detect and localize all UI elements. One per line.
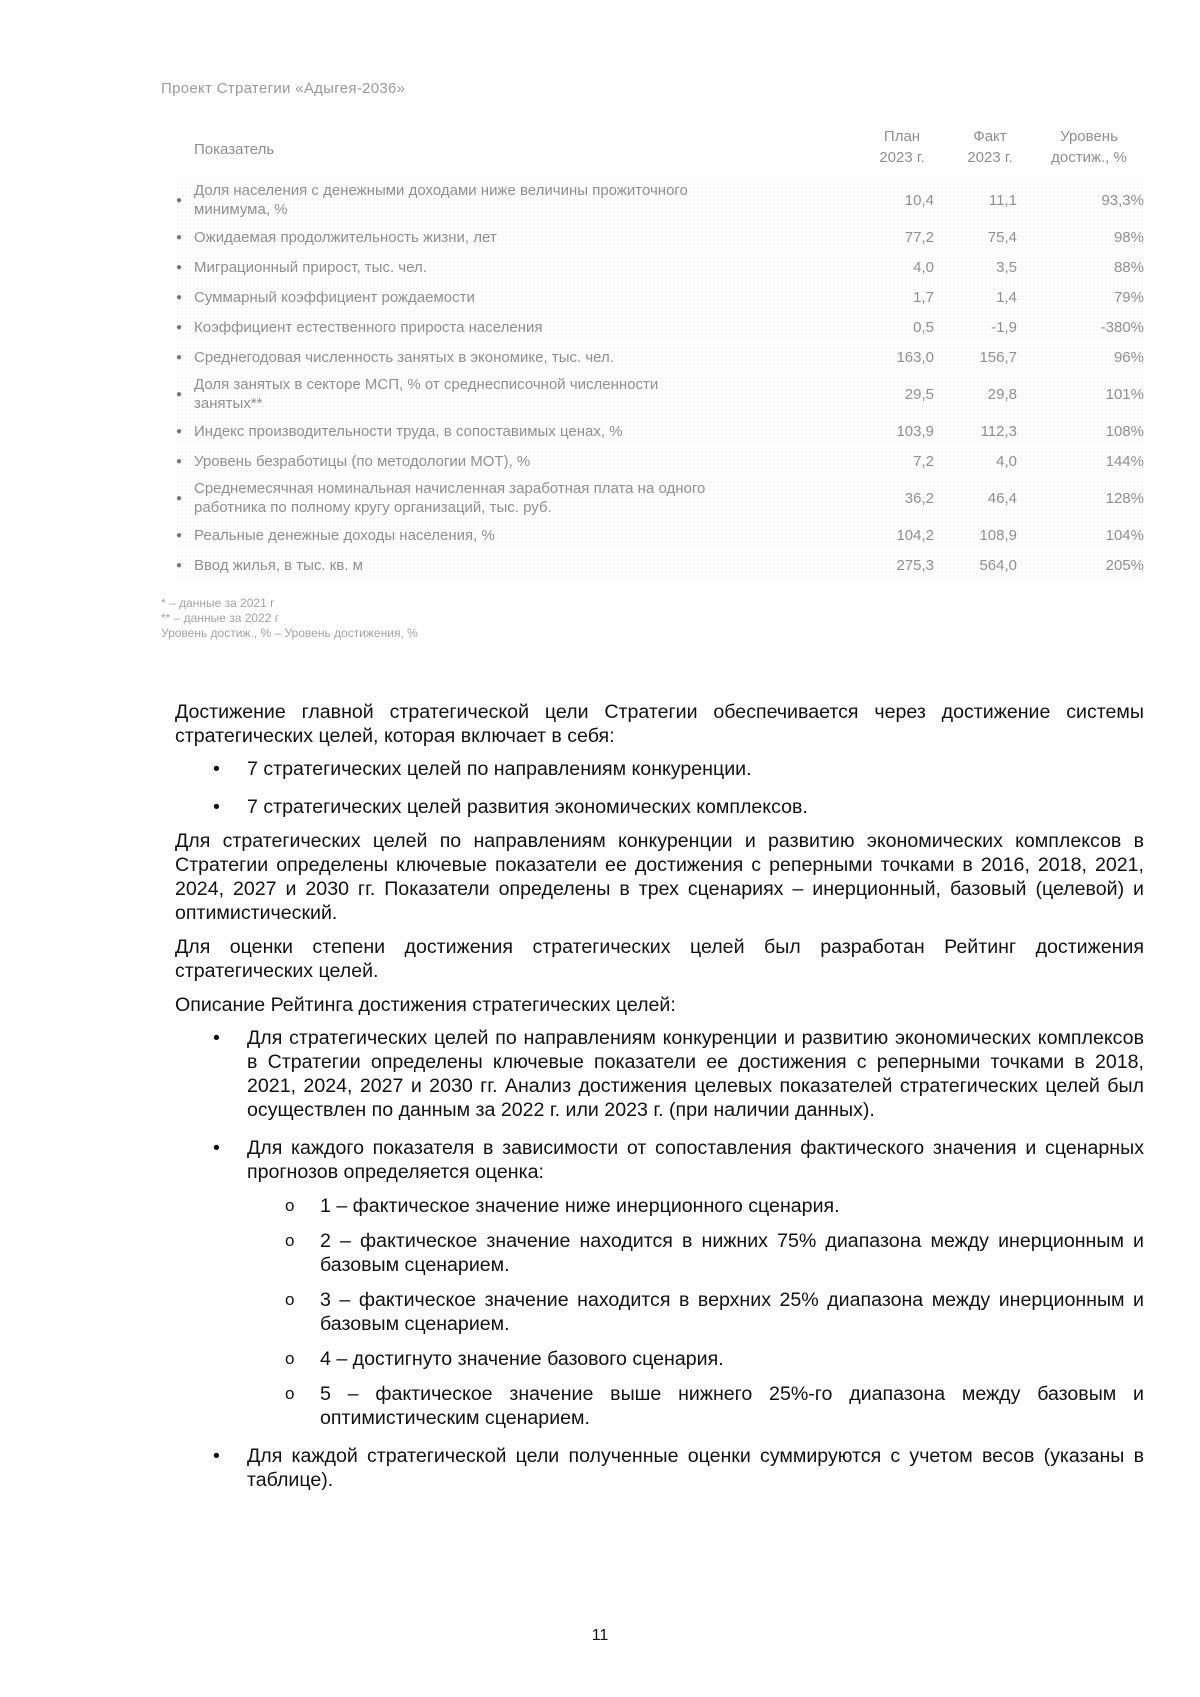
row-plan: 0,5: [913, 318, 934, 336]
bullet-icon: ●: [176, 425, 183, 437]
document-header: Проект Стратегии «Адыгея-2036»: [161, 80, 406, 97]
row-fact: 1,4: [996, 288, 1017, 306]
row-plan: 275,3: [896, 556, 934, 574]
table-row: [176, 312, 1144, 342]
row-fact: 3,5: [996, 258, 1017, 276]
row-level: 144%: [1105, 452, 1144, 470]
score-item: o 5 – фактическое значение выше нижнего 25%-го диапазона между базовым и оптимистическим сценарием.: [175, 1382, 1144, 1430]
row-fact: 46,4: [987, 489, 1017, 507]
row-plan: 10,4: [904, 191, 934, 209]
row-plan: 29,5: [904, 385, 934, 403]
note: * – данные за 2021 г: [161, 596, 275, 610]
col-level: Уровень достиж., %: [1051, 128, 1127, 166]
bullet-icon: ●: [176, 261, 183, 273]
row-name: Индекс производительности труда, в сопоставимых ценах, %: [194, 422, 623, 440]
row-name: Среднегодовая численность занятых в экономике, тыс. чел.: [194, 348, 614, 366]
list-item: • Для каждого показателя в зависимости от сопоставления фактического значения и сценарных прогнозов определяется оценка: o 1 – фактическое значение ниже инерционного сценария. o 2 – фактическое значение находится в нижних 75% диапазона между инерционным и базовым сценарием. o 3 – фактическое значение находится в верхних 25% диапазона между инерционным и базовым сценарием. o 4 – достигнуто значение базового сценария. o 5 – фактическое значение выше нижнего 25%-го диапазона между базовым и оптимистическим сценарием.: [175, 1136, 1144, 1430]
row-level: 108%: [1105, 422, 1144, 440]
row-level: 79%: [1113, 288, 1144, 306]
bullet-icon: ●: [176, 529, 183, 541]
row-plan: 103,9: [896, 422, 934, 440]
row-name: Коэффициент естественного прироста населения: [194, 318, 543, 336]
list-item: • Для каждой стратегической цели полученные оценки суммируются с учетом весов (указаны в таблице).: [175, 1444, 1144, 1492]
row-fact: 564,0: [979, 556, 1017, 574]
row-level: -380%: [1100, 318, 1144, 336]
row-fact: 29,8: [987, 385, 1017, 403]
row-level: 128%: [1105, 489, 1144, 507]
document-body: [175, 700, 1144, 1492]
note: ** – данные за 2022 г: [161, 611, 280, 625]
bullet-icon: ●: [176, 194, 183, 206]
row-name: Ожидаемая продолжительность жизни, лет: [194, 228, 497, 246]
row-level: 98%: [1113, 228, 1144, 246]
note: Уровень достиж., % – Уровень достижения, %: [161, 626, 418, 640]
table-row: [176, 416, 1144, 446]
row-fact: 11,1: [988, 191, 1017, 209]
bullet-icon: ●: [176, 492, 183, 504]
row-level: 101%: [1105, 385, 1144, 403]
table-row: [176, 282, 1144, 312]
table-row: [176, 252, 1144, 282]
bullet-icon: ●: [176, 351, 183, 363]
table-row: [176, 178, 1144, 222]
list-item: • 7 стратегических целей по направлениям конкуренции.: [175, 757, 1144, 781]
col-label: Показатель: [194, 141, 275, 158]
score-item: o 4 – достигнуто значение базового сценария.: [175, 1347, 1144, 1371]
list-item: • Для стратегических целей по направлениям конкуренции и развитию экономических комплексов в Стратегии определены ключевые показатели ее достижения с реперными точками в 2018, 2021, 2024, 2027 и 2030 гг. Анализ достижения целевых показателей стратегических целей был осуществлен по данным за 2022 г. или 2023 г. (при наличии данных).: [175, 1026, 1144, 1122]
row-name: Доля занятых в секторе МСП, % от среднесписочной численности занятых**: [194, 376, 659, 412]
table-notes: [161, 596, 418, 641]
table-row: [176, 520, 1144, 550]
paragraph: Описание Рейтинга достижения стратегических целей:: [175, 994, 676, 1016]
row-fact: 112,3: [980, 422, 1017, 440]
score-item: o 1 – фактическое значение ниже инерционного сценария.: [175, 1194, 1144, 1218]
table-row: [176, 222, 1144, 252]
rating-list: [175, 1026, 1144, 1492]
table-row: [176, 476, 1144, 520]
row-fact: -1,9: [991, 318, 1017, 336]
paragraph: Для оценки степени достижения стратегических целей был разработан Рейтинг достижения стратегических целей.: [175, 936, 1144, 982]
score-list: [175, 1194, 1144, 1430]
col-fact: Факт 2023 г.: [967, 128, 1013, 166]
goals-list: [175, 757, 1144, 819]
row-plan: 104,2: [896, 526, 934, 544]
bullet-icon: ●: [176, 559, 183, 571]
row-name: Ввод жилья, в тыс. кв. м: [194, 556, 363, 574]
row-fact: 4,0: [996, 452, 1017, 470]
row-name: Доля населения с денежными доходами ниже величины прожиточного минимума, %: [194, 182, 688, 218]
table-row: [176, 446, 1144, 476]
indicators-table: [176, 126, 1144, 580]
row-fact: 156,7: [979, 348, 1017, 366]
row-level: 205%: [1105, 556, 1144, 574]
table-row: [176, 550, 1144, 580]
table-row: [176, 372, 1144, 416]
score-item: o 3 – фактическое значение находится в верхних 25% диапазона между инерционным и базовым сценарием.: [175, 1288, 1144, 1336]
bullet-icon: ●: [176, 388, 183, 400]
row-name: Реальные денежные доходы населения, %: [194, 526, 495, 544]
paragraph: Достижение главной стратегической цели Стратегии обеспечивается через достижение системы стратегических целей, которая включает в себя:: [175, 701, 1144, 747]
row-name: Суммарный коэффициент рождаемости: [194, 288, 475, 306]
paragraph: Для стратегических целей по направлениям конкуренции и развитию экономических комплексов в Стратегии определены ключевые показатели ее достижения с реперными точками в 2016, 2018, 2021, 2024, 2027 и 2030 гг. Показатели определены в трех сценариях – инерционный, базовый (целевой) и оптимистический.: [175, 830, 1144, 924]
row-plan: 77,2: [904, 228, 934, 246]
row-level: 104%: [1105, 526, 1144, 544]
row-fact: 108,9: [979, 526, 1017, 544]
row-plan: 1,7: [913, 288, 934, 306]
table-header: [176, 126, 1144, 178]
row-plan: 7,2: [913, 452, 934, 470]
row-level: 96%: [1113, 348, 1144, 366]
page-number: 11: [591, 1627, 609, 1644]
row-plan: 4,0: [913, 258, 934, 276]
bullet-icon: ●: [176, 291, 183, 303]
bullet-icon: ●: [176, 455, 183, 467]
row-level: 88%: [1113, 258, 1144, 276]
row-name: Среднемесячная номинальная начисленная заработная плата на одного работника по полному кругу организаций, тыс. руб.: [194, 480, 706, 516]
col-plan: План 2023 г.: [879, 128, 925, 166]
table-row: [176, 342, 1144, 372]
bullet-icon: ●: [176, 321, 183, 333]
score-item: o 2 – фактическое значение находится в нижних 75% диапазона между инерционным и базовым сценарием.: [175, 1229, 1144, 1277]
row-name: Миграционный прирост, тыс. чел.: [194, 258, 427, 276]
row-level: 93,3%: [1101, 191, 1144, 209]
row-plan: 163,0: [896, 348, 934, 366]
row-name: Уровень безработицы (по методологии МОТ), %: [194, 452, 531, 470]
row-fact: 75,4: [987, 228, 1017, 246]
list-item: • 7 стратегических целей развития экономических комплексов.: [175, 795, 1144, 819]
bullet-icon: ●: [176, 231, 183, 243]
row-plan: 36,2: [904, 489, 934, 507]
